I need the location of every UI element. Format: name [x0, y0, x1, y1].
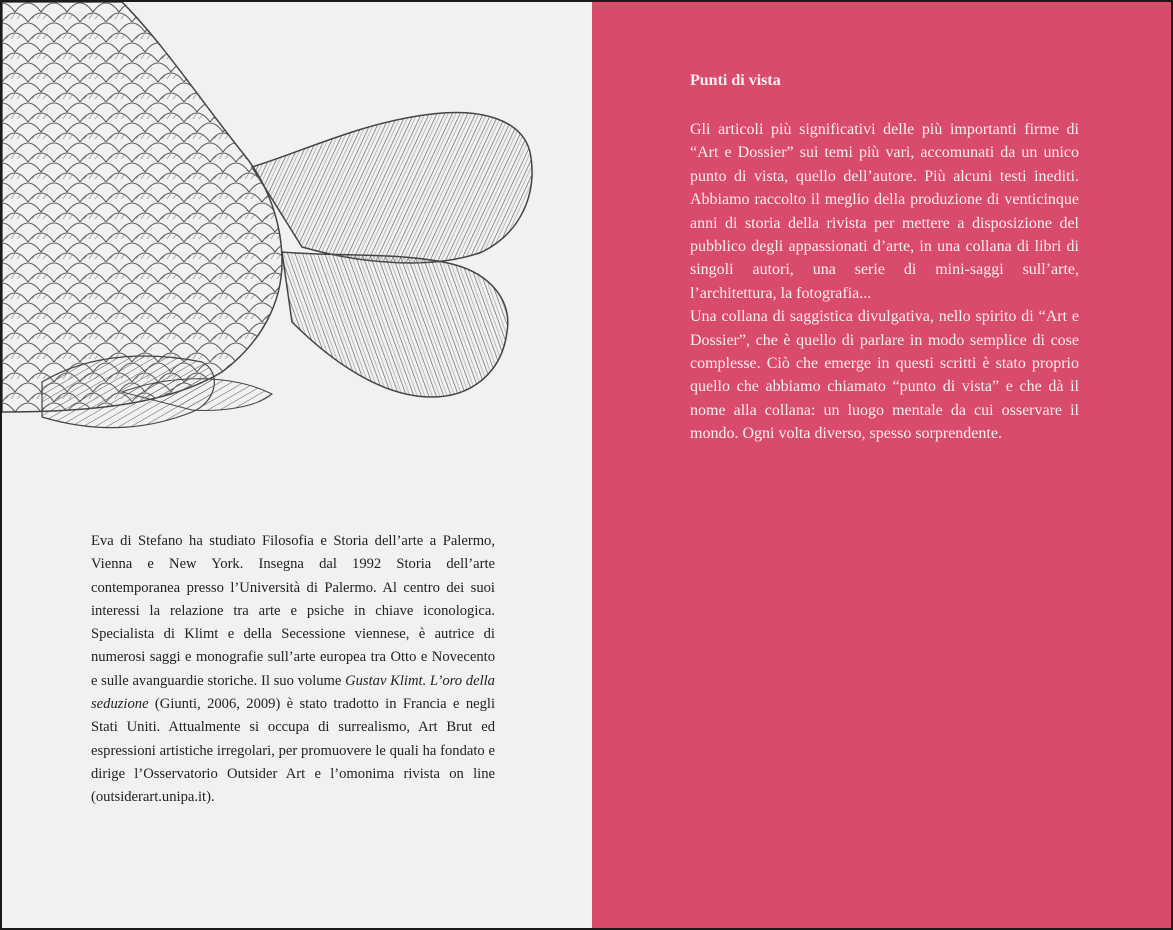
- tail-fin-upper-lobe: [252, 113, 532, 263]
- series-paragraph-1: Gli articoli più significativi delle più importanti firme di “Art e Dossier” sui temi più vari, accomunati da un unico punto di vista, quello dell’autore. Più alcuni testi inediti. Abbiamo raccolto il meglio della produzione di venticinque anni di storia della rivista per mettere a disposizione del pubblico degli appassionati d’arte, in una collana di libri di singoli autori, una serie di mini-saggi sull’arte, l’architettura, la fotografia...: [690, 121, 1079, 302]
- series-paragraph-2: Una collana di saggistica divulgativa, nello spirito di “Art e Dossier”, che è quello di parlare in modo semplice di cose complesse. Ciò che emerge in questi scritti è stato proprio quello che abbiamo chiamato “punto di vista” e che dà il nome alla collana: un luogo mentale da cui osservare il mondo. Ogni volta diverso, spesso sorprendente.: [690, 308, 1079, 443]
- author-bio: [91, 530, 495, 810]
- left-page: [2, 2, 592, 928]
- bio-text-part1: Eva di Stefano ha studiato Filosofia e Storia dell’arte a Palermo, Vienna e New York. Insegna dal 1992 Storia dell’arte contemporanea presso l’Università di Palermo. Al centro dei suoi interessi la relazione tra arte e psiche in chiave iconologica. Specialista di Klimt e della Secessione viennese, è autrice di numerosi saggi e monografie sull’arte europea tra Otto e Novecento e sulle avanguardie storiche. Il suo volume: [91, 533, 495, 689]
- bio-book-title: Gustav Klimt. L’oro della seduzione: [91, 672, 495, 713]
- series-title: Punti di vista: [690, 72, 781, 89]
- right-page: [592, 2, 1171, 928]
- fish-body-scales: [2, 2, 282, 412]
- fish-tail-illustration: [2, 2, 592, 462]
- series-description: [690, 118, 1079, 446]
- book-spread: [2, 2, 1171, 928]
- bio-text-part2: (Giunti, 2006, 2009) è stato tradotto in Francia e negli Stati Uniti. Attualmente si occupa di surrealismo, Art Brut ed espressioni artistiche irregolari, per promuovere le quali ha fondato e dirige l’Osservatorio Outsider Art e l’omonima rivista on line (outsiderart.unipa.it).: [91, 696, 495, 806]
- tail-fin-lower-lobe: [282, 252, 508, 397]
